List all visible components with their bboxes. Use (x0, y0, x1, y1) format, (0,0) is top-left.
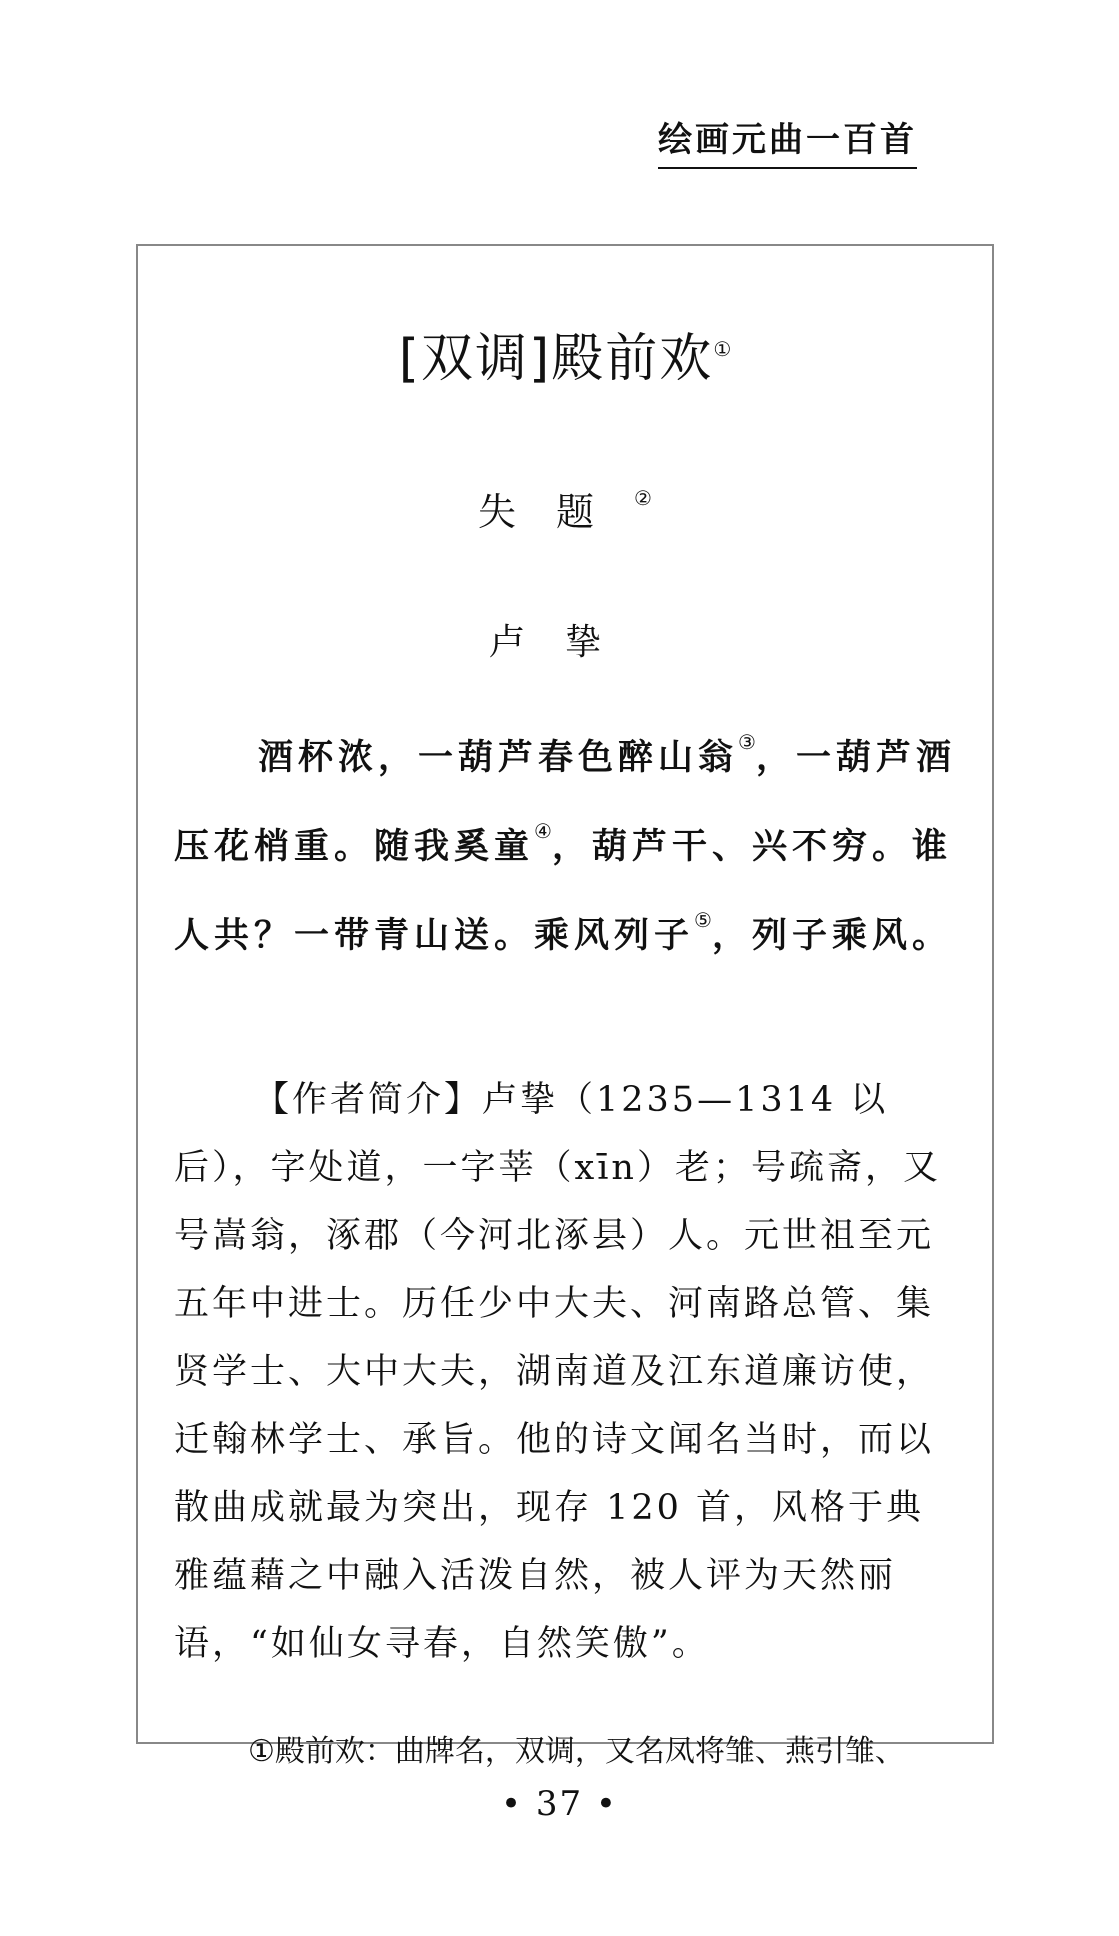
poem-segment-3: ，葫芦干、兴不穷。谁人共？一带青山送。乘风列子 (174, 827, 952, 956)
poem-segment-1: 酒杯浓，一葫芦春色醉山翁 (258, 738, 739, 778)
footnote-ref-5: ⑤ (694, 908, 712, 932)
piece-subtitle-text: 失题 (478, 490, 635, 534)
piece-title-text: [双调]殿前欢 (398, 329, 714, 389)
author-name: 卢挚 (488, 622, 641, 663)
piece-title (138, 316, 992, 391)
running-header-title: 绘画元曲一百首 (658, 112, 917, 169)
page-number: • 37 • (501, 1784, 618, 1824)
footnote-ref-1: ① (713, 337, 732, 361)
content-frame (136, 244, 994, 1769)
piece-subtitle (138, 481, 992, 536)
footnote-ref-4: ④ (534, 819, 552, 843)
footnote-ref-2: ② (634, 486, 652, 510)
poem-text (174, 706, 958, 973)
poem-segment-4: ，列子乘风。 (711, 916, 952, 956)
footnote-1: ①殿前欢：曲牌名，双调，又名凤将雏、燕引雏、 (248, 1734, 905, 1769)
poem-segment-2: ，一葫芦酒压花梢重。随我奚童 (174, 738, 956, 867)
footnote-ref-3: ③ (738, 730, 756, 754)
author-biography: 【作者简介】卢挚（1235—1314 以后），字处道，一字莘（xīn）老；号疏斋，又号嵩翁，涿郡（今河北涿县）人。元世祖至元五年中进士。历任少中大夫、河南路总管、集贤学士、大中大夫，湖南道及江东道廉访使，迁翰林学士、承旨。他的诗文闻名当时，而以散曲成就最为突出，现存 120 首，风格于典雅蕴藉之中融入活泼自然，被人评为天然丽语，“如仙女寻春，自然笑傲”。 (174, 1080, 941, 1664)
